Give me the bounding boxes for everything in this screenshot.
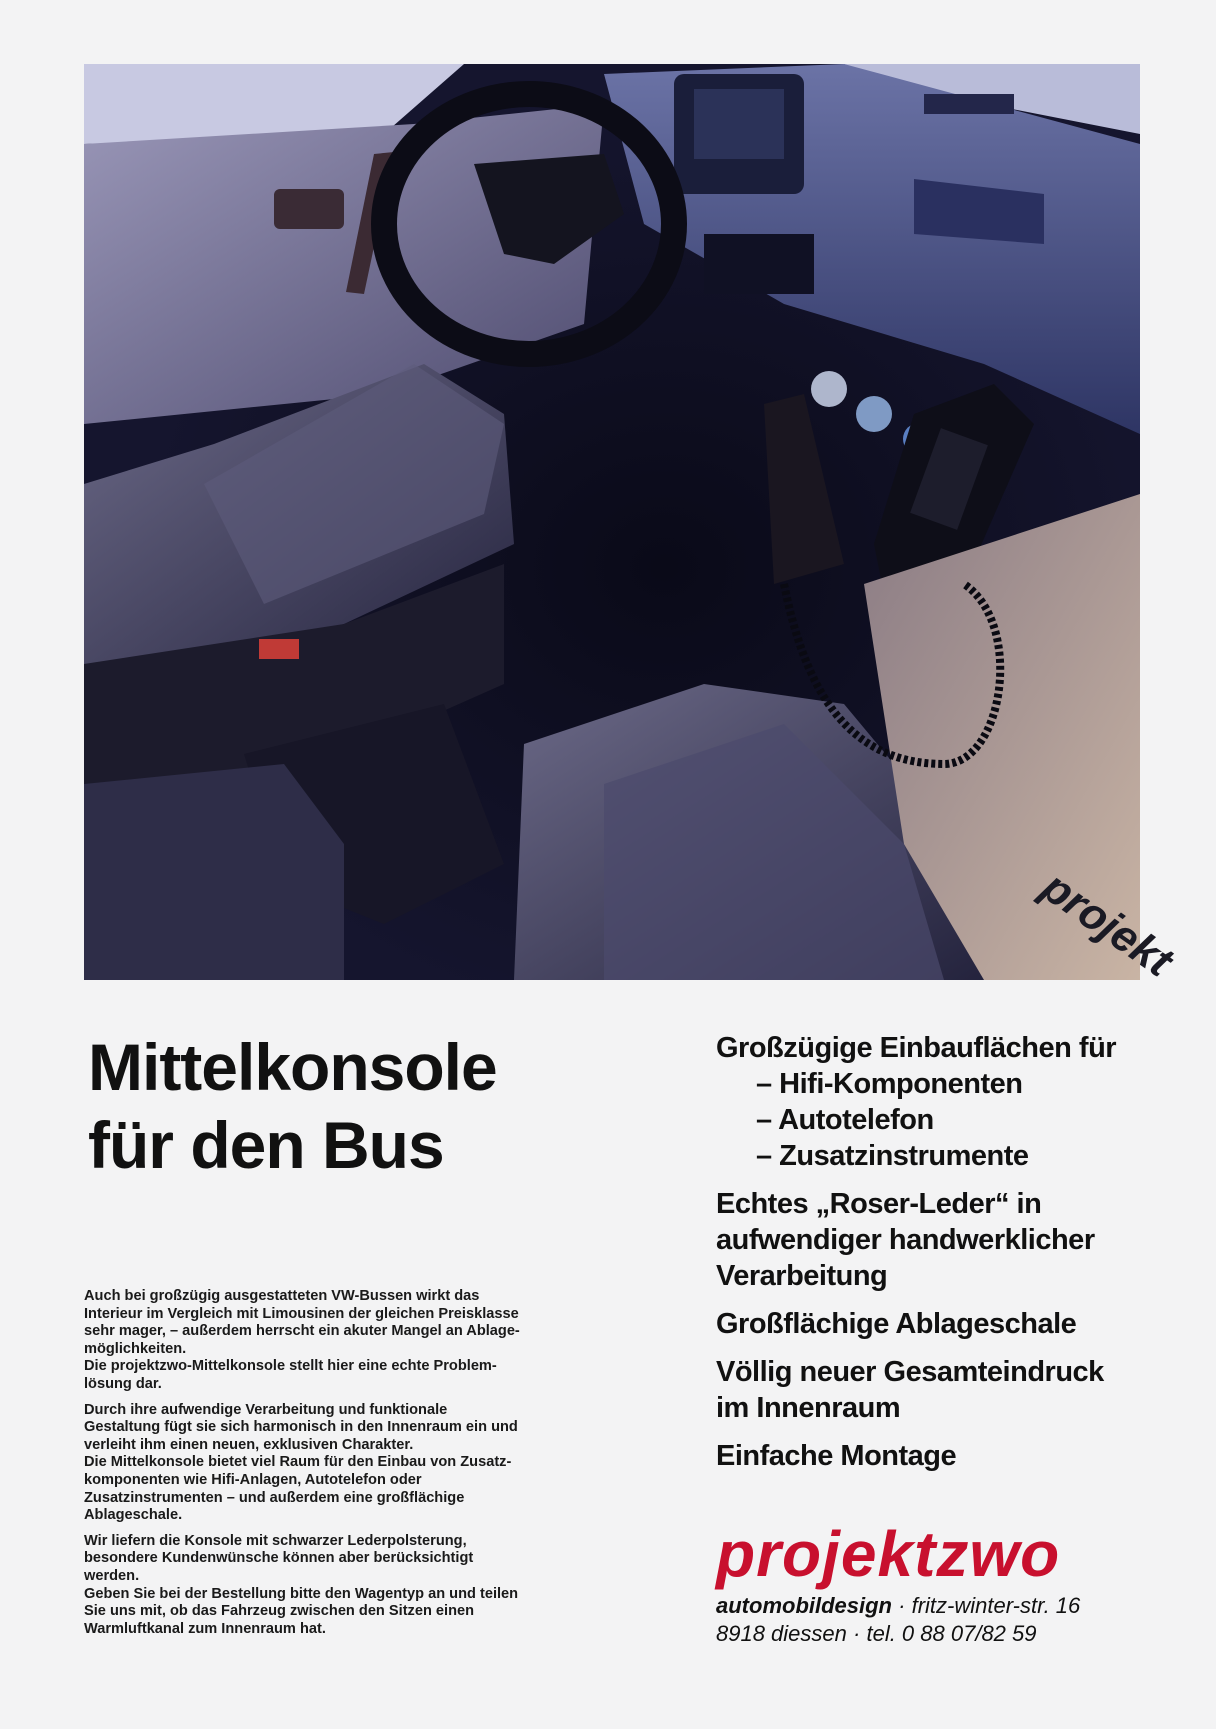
headline-line-2: für den Bus <box>88 1108 444 1182</box>
brand-city: 8918 diessen <box>716 1621 847 1646</box>
brand-street: fritz-winter-str. 16 <box>911 1593 1081 1618</box>
address-separator: · <box>898 1593 906 1618</box>
address-line-2 <box>716 1620 1156 1648</box>
feature-item: – Hifi-Komponenten <box>756 1068 1023 1100</box>
feature-line: Völlig neuer Gesamteindruck <box>716 1356 1104 1388</box>
feature-line: Einfache Montage <box>716 1440 957 1472</box>
feature-line: Verarbeitung <box>716 1260 888 1292</box>
body-line: Die Mittelkonsole bietet viel Raum für den Einbau von Zusatz- <box>84 1454 512 1471</box>
brand-block <box>716 1520 1156 1648</box>
body-line: möglichkeiten. <box>84 1340 187 1357</box>
feature-item: – Autotelefon <box>756 1104 934 1136</box>
brand-logo: projektzwo <box>716 1518 1061 1590</box>
body-line: sehr mager, – außerdem herrscht ein akuter Mangel an Ablage- <box>84 1323 520 1340</box>
body-paragraph <box>84 1288 574 1394</box>
body-line: Ablageschale. <box>84 1507 183 1524</box>
feature-installation <box>716 1030 1156 1174</box>
car-interior-illustration <box>84 64 1182 987</box>
body-line: Zusatzinstrumenten – und außerdem eine großflächige <box>84 1489 465 1506</box>
body-line: Gestaltung fügt sie sich harmonisch in den Innenraum ein und <box>84 1419 518 1436</box>
feature-tray <box>716 1306 1156 1342</box>
body-line: Durch ihre aufwendige Verarbeitung und funktionale <box>84 1401 448 1418</box>
feature-line: aufwendiger handwerklicher <box>716 1224 1095 1256</box>
body-line: Warmluftkanal zum Innenraum hat. <box>84 1620 326 1637</box>
body-line: Wir liefern die Konsole mit schwarzer Lederpolsterung, <box>84 1532 467 1549</box>
body-line: komponenten wie Hifi-Anlagen, Autotelefon oder <box>84 1471 422 1488</box>
feature-line: im Innenraum <box>716 1392 901 1424</box>
headline-line-1: Mittelkonsole <box>88 1030 497 1104</box>
body-line: Interieur im Vergleich mit Limousinen der gleichen Preisklasse <box>84 1305 519 1322</box>
feature-mounting <box>716 1438 1156 1474</box>
body-text <box>84 1288 574 1646</box>
body-line: Die projektzwo-Mittelkonsole stellt hier eine echte Problem- <box>84 1358 497 1375</box>
feature-impression <box>716 1354 1156 1426</box>
feature-line: Echtes „Roser-Leder“ in <box>716 1188 1042 1220</box>
body-paragraph <box>84 1533 574 1639</box>
brand-tagline: automobildesign <box>716 1593 892 1618</box>
feature-line: Großflächige Ablageschale <box>716 1308 1077 1340</box>
body-line: Geben Sie bei der Bestellung bitte den Wagentyp an und teilen <box>84 1585 519 1602</box>
address-line-1 <box>716 1592 1156 1620</box>
brand-phone: tel. 0 88 07/82 59 <box>866 1621 1037 1646</box>
brand-address <box>716 1592 1156 1648</box>
body-line: Sie uns mit, ob das Fahrzeug zwischen den Sitzen einen <box>84 1603 475 1620</box>
feature-item: – Zusatzinstrumente <box>756 1140 1029 1172</box>
feature-leather <box>716 1186 1156 1294</box>
body-line: verleiht ihm einen neuen, exklusiven Charakter. <box>84 1436 414 1453</box>
body-paragraph <box>84 1402 574 1525</box>
photo-watermark: projekt <box>1033 862 1182 987</box>
feature-heading: Großzügige Einbauflächen für <box>716 1032 1117 1064</box>
address-separator: · <box>853 1621 861 1646</box>
body-line: Auch bei großzügig ausgestatteten VW-Bussen wirkt das <box>84 1288 480 1304</box>
body-line: besondere Kundenwünsche können aber berücksichtigt <box>84 1550 474 1567</box>
feature-list <box>716 1030 1156 1486</box>
page-headline <box>88 1028 648 1184</box>
body-line: lösung dar. <box>84 1375 162 1392</box>
car-interior-photo <box>84 64 1182 987</box>
body-line: werden. <box>84 1567 140 1584</box>
